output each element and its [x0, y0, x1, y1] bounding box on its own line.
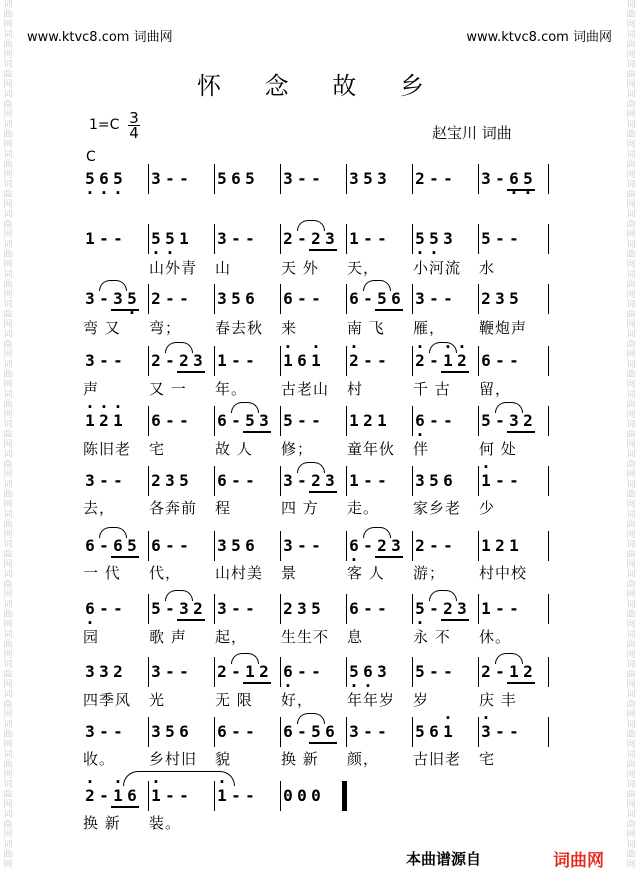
lyric-line: 一 代 代， 山村美 景 客 人 游； 村中校	[83, 564, 528, 582]
lyric-line: 四季风 光 无 限 好， 年年岁 岁 庆 丰	[83, 691, 517, 709]
time-bottom: 4	[129, 124, 139, 142]
lyric-line: 声 又 一 年。 古老山 村 千 古 留，	[83, 380, 512, 398]
time-top: 3	[129, 109, 139, 127]
chord-symbol: C	[86, 149, 96, 165]
music-line: 3 - - 2 - 2 3 1 - - · 1 6· 1 · 2 - - · 2 -· 1· 2 6 - -	[83, 348, 563, 374]
author-credit: 赵宝川 词曲	[432, 124, 512, 142]
header-left-watermark	[27, 26, 173, 45]
music-line: 3 - 3 5 · 2 - - 3 5 6 6 - - 6 - 5 6 3 - - 2 3 5	[83, 286, 563, 312]
time-signature	[127, 111, 141, 140]
lyric-line: 去， 各奔前 程 四 方 走。 家乡老 少	[83, 499, 496, 517]
lyric-line: 园 歌 声 起， 生生不 息 永 不 休。	[83, 628, 512, 646]
lyric-line: 弯 又 弯； 春去秋 来 南 飞 雁， 鞭炮声	[83, 319, 528, 337]
side-watermark-right: 词曲网词曲网词曲网词曲网词曲网词曲网词曲网词曲网词曲网词曲网词曲网词曲网词曲网词曲网词曲网词曲网词曲网词曲网词曲网词曲网词曲网词曲网词曲网词曲网词曲网词曲网词曲网词曲网词曲网	[626, 0, 636, 870]
music-line: 5 · 6 · 5 · 3 - - 5 6 5 3 - - 3 5 3 2 - - 3 - 6 · 5 ·	[83, 166, 563, 192]
brand-logo-text[interactable]: 词曲网	[553, 851, 604, 871]
header-right-watermark	[466, 26, 612, 45]
site-name: 词曲网	[572, 30, 612, 45]
song-title: 怀 念 故 乡	[197, 72, 442, 100]
music-line: · 2 -· 1 6 · 1 - - · 1 - - 0 0 0	[83, 783, 563, 809]
site-url: www.ktvc8.com	[27, 30, 130, 45]
key-signature: 1=C	[89, 117, 120, 133]
music-line: 6 · - - 5 - 3 2 3 - - 2 3 5 6 - - 5 · - 2 3 1 - -	[83, 596, 563, 622]
lyric-line: 换 新 装。	[83, 814, 182, 832]
music-line: 3 - - 2 3 5 6 - - 3 - 2 3 1 - - 3 5 6 · 1 - -	[83, 468, 563, 494]
lyric-line: 陈旧老 宅 故 人 修； 童年伙 伴 何 处	[83, 440, 517, 458]
lyric-line: 山外青 山 天 外 天， 小河流 水	[149, 259, 496, 277]
music-line: 3 3 2 3 - - 2 - 1 2 6 · - - 5 · 6 · 3 5 - - 2 - 1 2	[83, 659, 563, 685]
music-line: 1 - - 5 · 5 · 1 3 - - 2 - 2 3 1 - - 5 · 5 · 3 5 - -	[83, 226, 563, 252]
music-line: 6 - 6 5 6 - - 3 5 6 3 - - 6 · - 2 3 2 - - 1 2 1	[83, 533, 563, 559]
side-watermark-left: 词曲网词曲网词曲网词曲网词曲网词曲网词曲网词曲网词曲网词曲网词曲网词曲网词曲网词曲网词曲网词曲网词曲网词曲网词曲网词曲网词曲网词曲网词曲网词曲网词曲网词曲网词曲网词曲网词曲网	[3, 0, 13, 870]
music-line: 3 - - 3 5 6 6 - - 6 - 5 6 3 - - 5 6· 1 · 3 - -	[83, 719, 563, 745]
lyric-line: 收。 乡村旧 貌 换 新 颜， 古旧老 宅	[83, 750, 496, 768]
site-url: www.ktvc8.com	[466, 30, 569, 45]
music-line: · 1· 2· 1 6 - - 6 - 5 3 5 - - 1 2 1 6 · - - 5 - 3 2	[83, 408, 563, 434]
site-name: 词曲网	[133, 30, 173, 45]
source-label: 本曲谱源自	[406, 850, 482, 868]
